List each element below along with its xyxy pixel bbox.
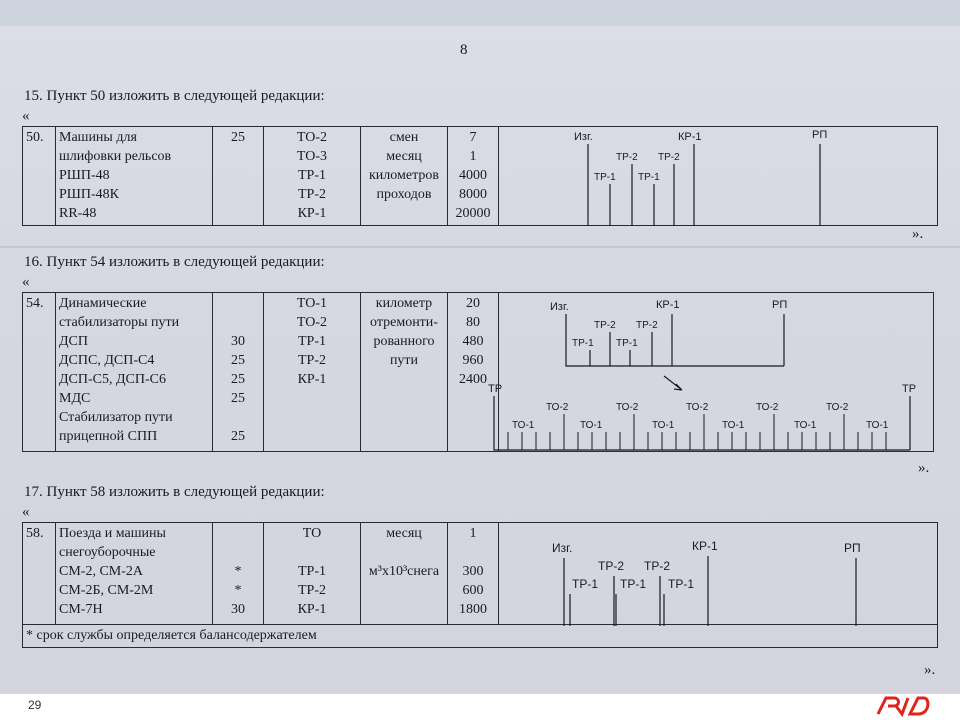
repair-cycle-diagram-54 (484, 292, 934, 452)
maintenance-types: ТО ТР-1 ТР-2 КР-1 (264, 523, 361, 625)
footnote: * срок службы определяется балансодержателем (23, 625, 938, 648)
units: месяц м³х10³снега (361, 523, 448, 625)
label-to2: ТО-2 (546, 402, 569, 413)
label-tr1: ТР-1 (668, 577, 695, 591)
arrow-icon (664, 376, 682, 390)
label-to2: ТО-2 (616, 402, 639, 413)
periodicity-values: 20 80 480 960 2400 (448, 293, 499, 452)
machine-names: Машины для шлифовки рельсов РШП-48 РШП-48К RR-48 (56, 127, 213, 226)
label-tr2: ТР-2 (594, 320, 616, 331)
document-photo (0, 26, 960, 694)
label-tr2: ТР-2 (598, 559, 625, 573)
label-tr2: ТР-2 (644, 559, 671, 573)
label-tr1: ТР-1 (572, 577, 599, 591)
label-tr1: ТР-1 (638, 172, 660, 183)
slide-footer (0, 694, 960, 720)
units: километр отремонти- рованного пути (361, 293, 448, 452)
rzd-logo-icon (872, 694, 952, 718)
service-life: 30 25 25 25 25 (213, 293, 264, 452)
section-17-heading: 17. Пункт 58 изложить в следующей редакции: (24, 484, 325, 500)
label-rp: РП (772, 299, 788, 311)
label-tr1: ТР-1 (616, 338, 638, 349)
label-rp: РП (812, 129, 828, 141)
label-to1: ТО-1 (652, 420, 675, 431)
label-izg: Изг. (574, 131, 593, 143)
maintenance-types: ТО-1 ТО-2 ТР-1 ТР-2 КР-1 (264, 293, 361, 452)
section-15-heading: 15. Пункт 50 изложить в следующей редакции: (24, 88, 325, 104)
label-tr2: ТР-2 (658, 152, 680, 163)
label-to1: ТО-1 (580, 420, 603, 431)
label-to2: ТО-2 (826, 402, 849, 413)
row-number: 58. (23, 523, 56, 625)
label-to2: ТО-2 (756, 402, 779, 413)
machine-names: Поезда и машины снегоуборочные СМ-2, СМ-2А СМ-2Б, СМ-2М СМ-7Н (56, 523, 213, 625)
service-life: 25 (213, 127, 264, 226)
label-rp: РП (844, 541, 861, 555)
label-kr1: КР-1 (692, 539, 718, 553)
label-tr-end: ТР (902, 383, 917, 395)
open-quote: « (22, 504, 30, 520)
label-tr1: ТР-1 (572, 338, 594, 349)
slide-number: 29 (28, 698, 42, 712)
label-kr1: КР-1 (678, 131, 702, 143)
label-to1: ТО-1 (722, 420, 745, 431)
row-number: 54. (23, 293, 56, 452)
close-quote: ». (918, 460, 930, 476)
label-tr2: ТР-2 (636, 320, 658, 331)
label-to1: ТО-1 (866, 420, 889, 431)
label-tr-start: ТР (488, 383, 503, 395)
label-to1: ТО-1 (794, 420, 817, 431)
open-quote: « (22, 108, 30, 124)
service-life: * * 30 (213, 523, 264, 625)
label-tr1: ТР-1 (594, 172, 616, 183)
label-tr2: ТР-2 (616, 152, 638, 163)
repair-cycle-diagram-50 (560, 126, 860, 226)
machine-names: Динамические стабилизаторы пути ДСП ДСПС, ДСП-С4 ДСП-С5, ДСП-С6 МДС Стабилизатор пути прицепной СПП (56, 293, 213, 452)
repair-cycle-diagram-58 (548, 536, 878, 626)
units: смен месяц километров проходов (361, 127, 448, 226)
label-to2: ТО-2 (686, 402, 709, 413)
page-fold (0, 246, 960, 248)
open-quote: « (22, 274, 30, 290)
label-izg: Изг. (552, 541, 573, 555)
close-quote: ». (924, 662, 936, 678)
label-kr1: КР-1 (656, 299, 680, 311)
maintenance-types: ТО-2 ТО-3 ТР-1 ТР-2 КР-1 (264, 127, 361, 226)
label-izg: Изг. (550, 301, 569, 313)
top-bar (0, 0, 960, 26)
label-to1: ТО-1 (512, 420, 535, 431)
close-quote: ». (912, 226, 924, 242)
page-number: 8 (460, 42, 468, 58)
periodicity-values: 7 1 4000 8000 20000 (448, 127, 499, 226)
label-tr1: ТР-1 (620, 577, 647, 591)
section-16-heading: 16. Пункт 54 изложить в следующей редакции: (24, 254, 325, 270)
periodicity-values: 1 300 600 1800 (448, 523, 499, 625)
row-number: 50. (23, 127, 56, 226)
